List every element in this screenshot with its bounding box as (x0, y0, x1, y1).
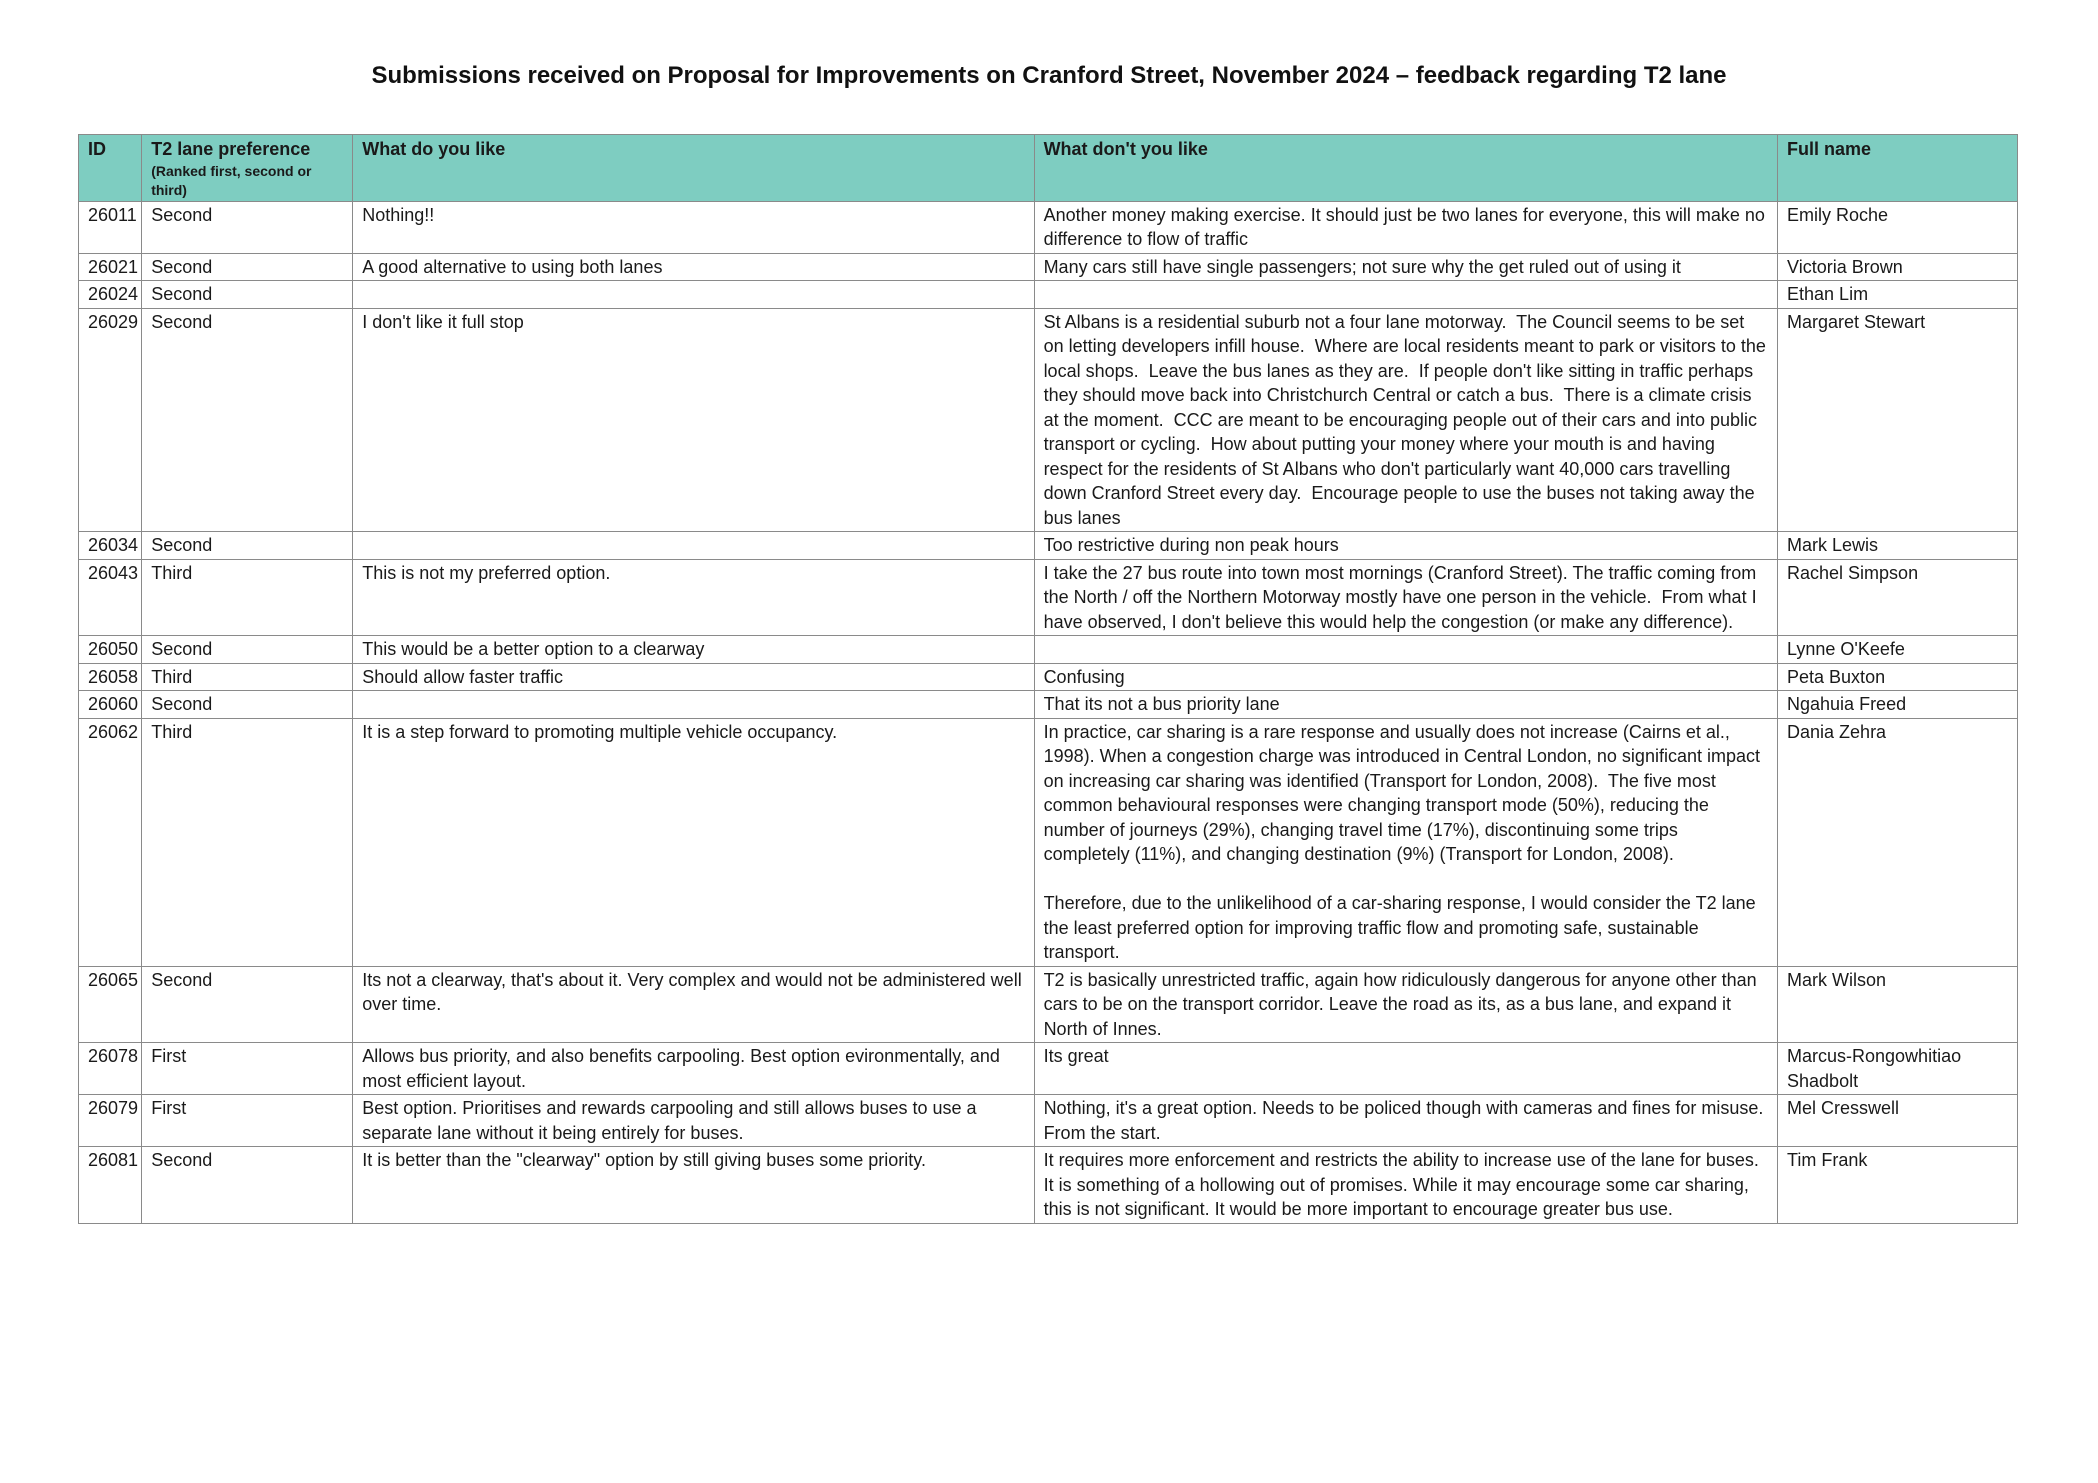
cell-id: 26079 (79, 1095, 142, 1147)
cell-name: Rachel Simpson (1778, 559, 2018, 636)
cell-preference: Second (142, 532, 353, 560)
table-row (79, 691, 2018, 719)
cell-dislike (1034, 281, 1777, 309)
table-row (79, 966, 2018, 1043)
table-row (79, 559, 2018, 636)
cell-preference: Second (142, 253, 353, 281)
cell-dislike (1034, 636, 1777, 664)
page-title: Submissions received on Proposal for Improvements on Cranford Street, November 2024 – feedback regarding T2 lane (371, 62, 1727, 89)
cell-dislike: T2 is basically unrestricted traffic, again how ridiculously dangerous for anyone other than cars to be on the transport corridor. Leave the road as its, as a bus lane, and expand it North of Innes. (1034, 966, 1777, 1043)
cell-preference: Second (142, 966, 353, 1043)
cell-like: Best option. Prioritises and rewards carpooling and still allows buses to use a separate lane without it being entirely for buses. (353, 1095, 1034, 1147)
cell-name: Mark Lewis (1778, 532, 2018, 560)
cell-like: Nothing!! (353, 201, 1034, 253)
cell-name: Victoria Brown (1778, 253, 2018, 281)
header-dislike: What don't you like (1034, 135, 1777, 202)
cell-name: Ngahuia Freed (1778, 691, 2018, 719)
cell-dislike: It requires more enforcement and restricts the ability to increase use of the lane for buses. It is something of a hollowing out of promises. While it may encourage some car sharing, this is not significant. It would be more important to encourage greater bus use. (1034, 1147, 1777, 1224)
cell-like (353, 281, 1034, 309)
cell-dislike: Nothing, it's a great option. Needs to be policed though with cameras and fines for misuse. From the start. (1034, 1095, 1777, 1147)
cell-name: Marcus-Rongowhitiao Shadbolt (1778, 1043, 2018, 1095)
cell-preference: Third (142, 718, 353, 966)
cell-id: 26043 (79, 559, 142, 636)
table-row (79, 636, 2018, 664)
cell-like: A good alternative to using both lanes (353, 253, 1034, 281)
table-row (79, 308, 2018, 532)
cell-preference: Second (142, 636, 353, 664)
table-row (79, 663, 2018, 691)
cell-like: It is a step forward to promoting multiple vehicle occupancy. (353, 718, 1034, 966)
cell-like: This is not my preferred option. (353, 559, 1034, 636)
cell-id: 26021 (79, 253, 142, 281)
header-row (79, 135, 2018, 202)
cell-preference: Second (142, 308, 353, 532)
cell-name: Dania Zehra (1778, 718, 2018, 966)
cell-dislike: That its not a bus priority lane (1034, 691, 1777, 719)
cell-name: Mark Wilson (1778, 966, 2018, 1043)
header-preference-label: T2 lane preference (151, 139, 311, 159)
cell-like: This would be a better option to a clearway (353, 636, 1034, 664)
header-name: Full name (1778, 135, 2018, 202)
cell-like: I don't like it full stop (353, 308, 1034, 532)
table-body (79, 201, 2018, 1223)
cell-id: 26011 (79, 201, 142, 253)
cell-name: Margaret Stewart (1778, 308, 2018, 532)
cell-dislike: I take the 27 bus route into town most mornings (Cranford Street). The traffic coming from the North / off the Northern Motorway mostly have one person in the vehicle. From what I have observed, I don't believe this would help the congestion (or make any difference). (1034, 559, 1777, 636)
header-like: What do you like (353, 135, 1034, 202)
cell-like (353, 532, 1034, 560)
cell-name: Ethan Lim (1778, 281, 2018, 309)
table-row (79, 1095, 2018, 1147)
cell-dislike: Many cars still have single passengers; not sure why the get ruled out of using it (1034, 253, 1777, 281)
cell-dislike: Its great (1034, 1043, 1777, 1095)
cell-name: Tim Frank (1778, 1147, 2018, 1224)
table-row (79, 281, 2018, 309)
table-row (79, 1147, 2018, 1224)
table-header (79, 135, 2018, 202)
cell-preference: First (142, 1043, 353, 1095)
header-preference-note: (Ranked first, second or third) (151, 162, 312, 198)
cell-like (353, 691, 1034, 719)
cell-name: Lynne O'Keefe (1778, 636, 2018, 664)
cell-name: Peta Buxton (1778, 663, 2018, 691)
header-preference (142, 135, 353, 202)
table-row (79, 532, 2018, 560)
cell-preference: Second (142, 1147, 353, 1224)
cell-id: 26065 (79, 966, 142, 1043)
cell-id: 26024 (79, 281, 142, 309)
cell-like: It is better than the "clearway" option by still giving buses some priority. (353, 1147, 1034, 1224)
cell-preference: Second (142, 281, 353, 309)
cell-dislike: In practice, car sharing is a rare response and usually does not increase (Cairns et al., 1998). When a congestion charge was introduced in Central London, no significant impact on increasing car sharing was identified (Transport for London, 2008). The five most common behavioural responses were changing transport mode (50%), reducing the number of journeys (29%), changing travel time (17%), discontinuing some trips completely (11%), and changing destination (9%) (Transport for London, 2008). Therefore, due to the unlikelihood of a car-sharing response, I would consider the T2 lane the least preferred option for improving traffic flow and promoting safe, sustainable transport. (1034, 718, 1777, 966)
table-row (79, 718, 2018, 966)
cell-preference: Third (142, 559, 353, 636)
cell-like: Its not a clearway, that's about it. Very complex and would not be administered well over time. (353, 966, 1034, 1043)
cell-id: 26062 (79, 718, 142, 966)
table-row (79, 201, 2018, 253)
cell-preference: Third (142, 663, 353, 691)
header-id: ID (79, 135, 142, 202)
table-row (79, 253, 2018, 281)
cell-dislike: Confusing (1034, 663, 1777, 691)
cell-id: 26078 (79, 1043, 142, 1095)
cell-like: Should allow faster traffic (353, 663, 1034, 691)
cell-dislike: St Albans is a residential suburb not a four lane motorway. The Council seems to be set on letting developers infill house. Where are local residents meant to park or visitors to the local shops. Leave the bus lanes as they are. If people don't like sitting in traffic perhaps they should move back into Christchurch Central or catch a bus. There is a climate crisis at the moment. CCC are meant to be encouraging people out of their cars and into public transport or cycling. How about putting your money where your mouth is and having respect for the residents of St Albans who don't particularly want 40,000 cars travelling down Cranford Street every day. Encourage people to use the buses not taking away the bus lanes (1034, 308, 1777, 532)
submissions-table (78, 134, 2018, 1224)
cell-dislike: Too restrictive during non peak hours (1034, 532, 1777, 560)
cell-id: 26029 (79, 308, 142, 532)
cell-preference: First (142, 1095, 353, 1147)
cell-preference: Second (142, 201, 353, 253)
cell-dislike: Another money making exercise. It should just be two lanes for everyone, this will make no difference to flow of traffic (1034, 201, 1777, 253)
cell-name: Emily Roche (1778, 201, 2018, 253)
cell-preference: Second (142, 691, 353, 719)
cell-id: 26050 (79, 636, 142, 664)
cell-id: 26058 (79, 663, 142, 691)
table-row (79, 1043, 2018, 1095)
cell-id: 26081 (79, 1147, 142, 1224)
cell-like: Allows bus priority, and also benefits carpooling. Best option evironmentally, and most efficient layout. (353, 1043, 1034, 1095)
cell-id: 26060 (79, 691, 142, 719)
cell-id: 26034 (79, 532, 142, 560)
cell-name: Mel Cresswell (1778, 1095, 2018, 1147)
